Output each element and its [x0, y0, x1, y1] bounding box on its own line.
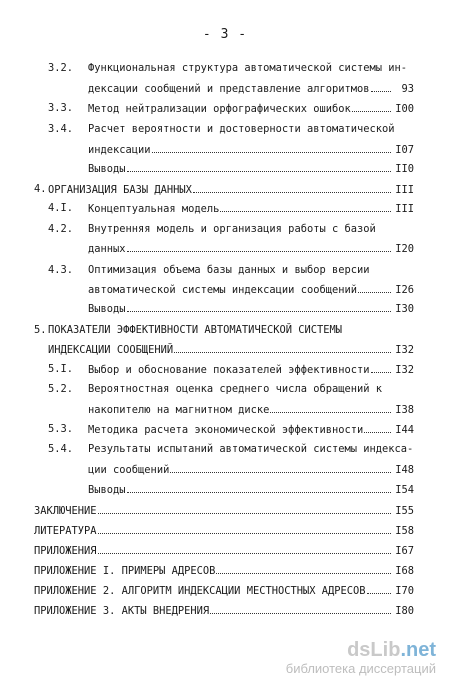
toc-entry-text: ПРИЛОЖЕНИЕ I. ПРИМЕРЫ АДРЕСОВ: [34, 565, 216, 577]
toc-section-number: 5.4.: [48, 443, 74, 455]
toc-page-number: II0: [395, 163, 414, 175]
toc-entry: [0, 300, 450, 316]
toc-entry-text: Метод нейтрализации орфографических ошибок: [88, 103, 351, 115]
toc-entry-text: ОРГАНИЗАЦИЯ БАЗЫ ДАННЫХ: [48, 184, 192, 196]
toc-page-number: I70: [395, 585, 414, 597]
toc-entry-text: накопителю на магнитном диске: [88, 404, 270, 416]
leader-dots: [220, 200, 391, 212]
toc-page-number: I54: [395, 484, 414, 496]
toc-page-number: I20: [395, 243, 414, 255]
toc-section-number: 3.4.: [48, 123, 74, 135]
leader-dots: [270, 401, 391, 413]
toc-entry: [0, 281, 450, 297]
toc-entry-text: автоматической системы индексации сообщений: [88, 284, 357, 296]
toc-page-number: I80: [395, 605, 414, 617]
toc-entry-text: Выбор и обоснование показателей эффективности: [88, 364, 370, 376]
toc-entry: [0, 542, 450, 558]
toc-entry-text: Методика расчета экономической эффективности: [88, 424, 364, 436]
leader-dots: [216, 562, 391, 574]
leader-dots: [98, 502, 391, 514]
toc-entry-text: ПРИЛОЖЕНИЕ 3. АКТЫ ВНЕДРЕНИЯ: [34, 605, 210, 617]
toc-entry-text: Выводы: [88, 303, 126, 315]
toc-entry-text: индексации: [88, 144, 151, 156]
toc-entry-text: ПРИЛОЖЕНИЯ: [34, 545, 97, 557]
watermark-logo: [286, 639, 436, 661]
toc-page-number: I26: [395, 284, 414, 296]
toc-page-number: 93: [401, 83, 414, 95]
leader-dots: [371, 361, 391, 373]
leader-dots: [98, 542, 391, 554]
toc-page-number: I44: [395, 424, 414, 436]
toc-entry: [0, 100, 450, 116]
toc-entry-text: Концептуальная модель: [88, 203, 220, 215]
toc-entry: [0, 141, 450, 157]
toc-entry-text: дексации сообщений и представление алгоритмов: [88, 83, 370, 95]
toc-entry: [0, 200, 450, 216]
toc-entry: [0, 160, 450, 176]
toc-entry: [0, 401, 450, 417]
toc-page-number: I00: [395, 103, 414, 115]
toc-entry-text: Расчет вероятности и достоверности автоматической: [88, 123, 395, 135]
toc-page-number: I32: [395, 344, 414, 356]
toc-entry: [0, 80, 450, 96]
leader-dots: [152, 141, 391, 153]
toc-entry: [0, 221, 450, 237]
leader-dots: [364, 421, 391, 433]
toc-entry-text: ЛИТЕРАТУРА: [34, 525, 97, 537]
toc-page-number: III: [395, 203, 414, 215]
toc-section-number: 4.2.: [48, 223, 74, 235]
leader-dots: [127, 481, 391, 493]
toc-entry-text: ПРИЛОЖЕНИЕ 2. АЛГОРИТМ ИНДЕКСАЦИИ МЕСТНОСТНЫХ АДРЕСОВ: [34, 585, 366, 597]
toc-page-number: I68: [395, 565, 414, 577]
toc-section-number: 5.2.: [48, 383, 74, 395]
toc-entry: [0, 582, 450, 598]
toc-entry: [0, 341, 450, 357]
toc-page-number: I48: [395, 464, 414, 476]
leader-dots: [174, 341, 391, 353]
toc-entry-text: ИНДЕКСАЦИИ СООБЩЕНИЙ: [48, 344, 174, 356]
toc-entry-text: Выводы: [88, 163, 126, 175]
toc-section-number: 5.I.: [48, 363, 74, 375]
leader-dots: [210, 602, 391, 614]
toc-section-number: 4.3.: [48, 264, 74, 276]
toc-section-number: 3.2.: [48, 62, 74, 74]
watermark-logo-suffix: .net: [400, 639, 436, 661]
leader-dots: [127, 160, 391, 172]
leader-dots: [170, 461, 391, 473]
toc-entry: [0, 322, 450, 338]
leader-dots: [358, 281, 391, 293]
toc-page-number: I07: [395, 144, 414, 156]
toc-section-number: 4.I.: [48, 202, 74, 214]
toc-entry-text: Оптимизация объема базы данных и выбор версии: [88, 264, 370, 276]
toc-page-number: III: [395, 184, 414, 196]
leader-dots: [127, 300, 391, 312]
toc-entry: [0, 461, 450, 477]
toc-entry: [0, 522, 450, 538]
toc-entry-text: Выводы: [88, 484, 126, 496]
toc-entry: [0, 441, 450, 457]
toc-section-number: 5.: [34, 324, 47, 336]
watermark-logo-main: dsLib: [347, 639, 401, 661]
toc-entry-text: Вероятностная оценка среднего числа обращений к: [88, 383, 383, 395]
leader-dots: [193, 181, 391, 193]
toc-page-number: I38: [395, 404, 414, 416]
toc-entry: [0, 421, 450, 437]
toc-page-number: I30: [395, 303, 414, 315]
toc-entry-text: Внутренняя модель и организация работы с базой: [88, 223, 376, 235]
toc-entry-text: Функциональная структура автоматической системы ин-: [88, 62, 408, 74]
toc-entry-text: данных: [88, 243, 126, 255]
toc-entry: [0, 121, 450, 137]
page-number: - 3 -: [202, 27, 248, 42]
toc-page-number: I32: [395, 364, 414, 376]
watermark-subtitle: библиотека диссертаций: [285, 661, 436, 676]
leader-dots: [352, 100, 391, 112]
toc-section-number: 4.: [34, 183, 47, 195]
toc-entry: [0, 262, 450, 278]
leader-dots: [367, 582, 391, 594]
toc-entry: [0, 60, 450, 76]
leader-dots: [98, 522, 391, 534]
toc-entry-text: ции сообщений: [88, 464, 170, 476]
toc-section-number: 3.3.: [48, 102, 74, 114]
toc-page-number: I58: [395, 525, 414, 537]
leader-dots: [127, 240, 391, 252]
leader-dots: [371, 80, 391, 92]
toc-entry-text: ЗАКЛЮЧЕНИЕ: [34, 505, 97, 517]
toc-entry: [0, 361, 450, 377]
toc-entry: [0, 481, 450, 497]
toc-entry: [0, 562, 450, 578]
toc-entry-text: ПОКАЗАТЕЛИ ЭФФЕКТИВНОСТИ АВТОМАТИЧЕСКОЙ СИСТЕМЫ: [48, 324, 343, 336]
toc-entry-text: Результаты испытаний автоматической системы индекса-: [88, 443, 414, 455]
toc-entry: [0, 181, 450, 197]
toc-page-number: I55: [395, 505, 414, 517]
toc-entry: [0, 240, 450, 256]
toc-page-number: I67: [395, 545, 414, 557]
watermark: [286, 639, 436, 677]
toc-entry: [0, 502, 450, 518]
toc-section-number: 5.3.: [48, 423, 74, 435]
toc-entry: [0, 602, 450, 618]
toc-entry: [0, 381, 450, 397]
